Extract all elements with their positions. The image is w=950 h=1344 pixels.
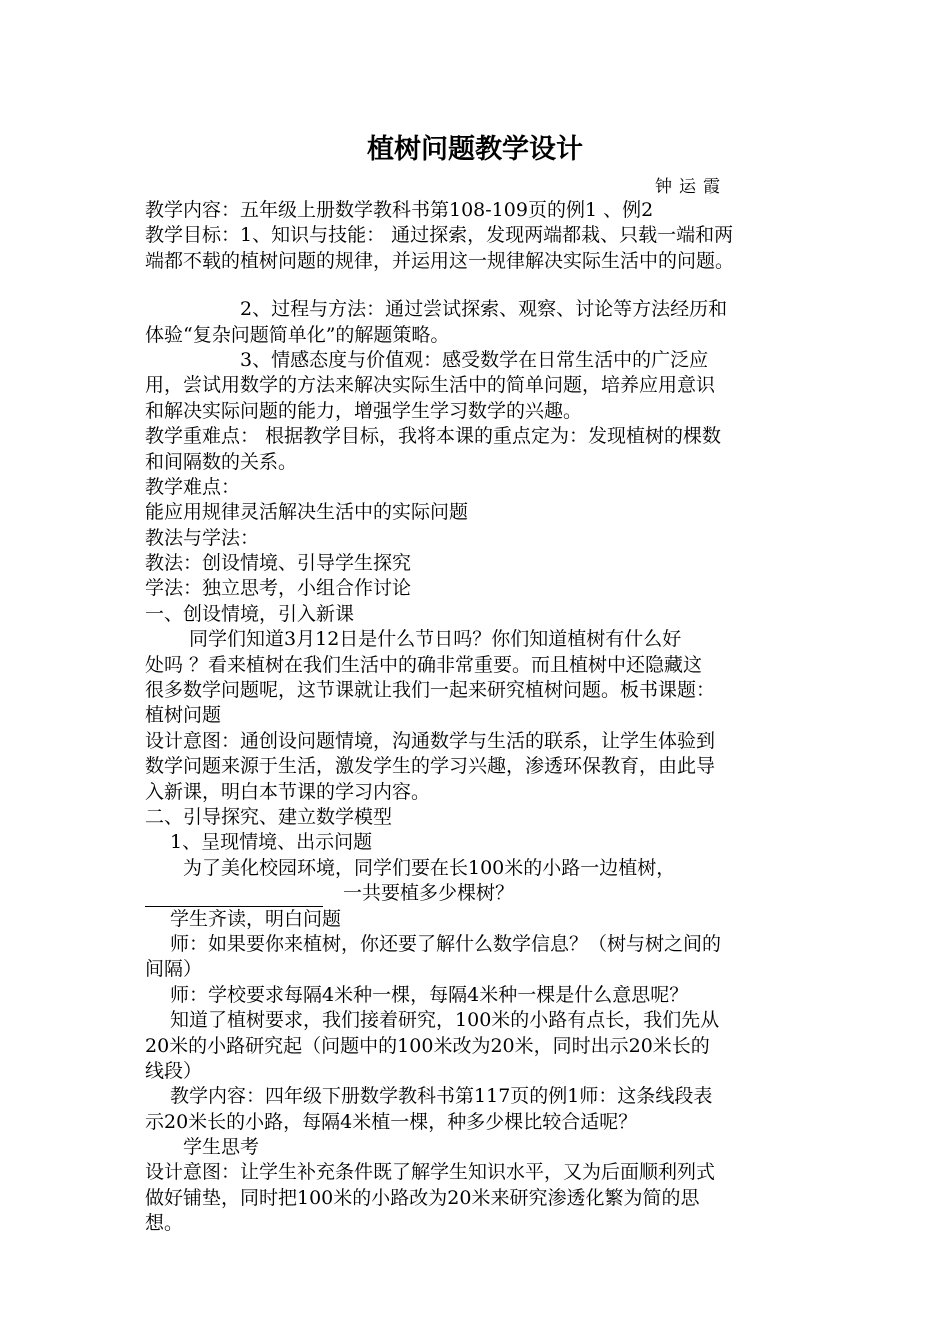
body-line: 3、情感态度与价值观：感受数学在日常生活中的广泛应 [145,348,709,371]
body-line: 教法：创设情境、引导学生探究 [145,552,412,575]
document-title: 植树问题教学设计 [367,134,583,165]
body-line: 设计意图：通创设问题情境，沟通数学与生活的联系，让学生体验到 [145,729,716,752]
body-line: 示20米长的小路，每隔4米植一棵，种多少棵比较合适呢？ [145,1110,638,1133]
body-line: 20米的小路研究起（问题中的100米改为20米，同时出示20米长的 [145,1034,710,1057]
body-line: 知道了植树要求，我们接着研究，100米的小路有点长，我们先从 [145,1009,720,1032]
body-line: 和间隔数的关系。 [145,450,298,473]
body-line: 很多数学问题呢，这节课就让我们一起来研究植树问题。板书课题： [145,679,716,702]
body-line: 数学问题来源于生活，激发学生的学习兴趣，渗透环保教育，由此导 [145,755,716,778]
body-line: 教学内容：四年级下册数学教科书第117页的例1师：这条线段表 [145,1085,713,1108]
body-line: 线段） [145,1059,203,1082]
body-line: 教学重难点： 根据教学目标，我将本课的重点定为：发现植树的棵数 [145,425,722,448]
author-name: 钟运霞 [655,177,727,197]
body-line: 师：如果要你来植树，你还要了解什么数学信息？（树与树之间的 [145,932,722,955]
section-heading: 一、创设情境，引入新课 [145,602,355,625]
body-line: 为了美化校园环境，同学们要在长100米的小路一边植树， [145,856,676,879]
body-line: 师：学校要求每隔4米种一棵，每隔4米种一棵是什么意思呢？ [145,983,689,1006]
body-line: 和解决实际问题的能力，增强学生学习数学的兴趣。 [145,399,583,422]
body-line-text: 一共要植多少棵树？ [343,882,515,905]
blank-line [145,274,817,297]
body-line: 能应用规律灵活解决生活中的实际问题 [145,501,469,524]
body-line: 教学目标：1、知识与技能： 通过探索，发现两端都栽、只载一端和两 [145,224,734,247]
body-line: 同学们知道3月12日是什么节日吗？你们知道植树有什么好 [145,628,682,651]
section-heading: 教法与学法： [145,526,260,549]
body-line-with-blank [145,881,817,906]
body-line: 做好铺垫，同时把100米的小路改为20米来研究渗透化繁为简的思 [145,1186,700,1209]
body-line: 处吗 ？看来植树在我们生活中的确非常重要。而且植树中还隐藏这 [145,653,703,676]
document-body [145,198,817,1237]
body-line: 植树问题 [145,704,222,727]
section-heading: 教学难点： [145,475,241,498]
body-line: 2、过程与方法：通过尝试探索、观察、讨论等方法经历和 [145,298,728,321]
body-line: 学法：独立思考，小组合作讨论 [145,577,412,600]
body-line: 体验“复杂问题简单化”的解题策略。 [145,323,450,346]
body-line: 设计意图：让学生补充条件既了解学生知识水平，又为后面顺利列式 [145,1161,716,1184]
body-line: 1、呈现情境、出示问题 [145,831,373,854]
body-line: 想。 [145,1212,184,1235]
underline-blank [145,888,323,907]
body-line: 入新课，明白本节课的学习内容。 [145,780,431,803]
body-line: 教学内容：五年级上册数学教科书第108-109页的例1 、例2 [145,199,654,221]
body-line: 端都不载的植树问题的规律，并运用这一规律解决实际生活中的问题。 [145,249,735,272]
body-line: 学生齐读，明白问题 [145,907,342,930]
section-heading: 二、引导探究、建立数学模型 [145,805,393,828]
body-line: 间隔） [145,958,203,981]
body-line: 学生思考 [145,1136,260,1159]
body-line: 用，尝试用数学的方法来解决实际生活中的简单问题，培养应用意识 [145,374,716,397]
